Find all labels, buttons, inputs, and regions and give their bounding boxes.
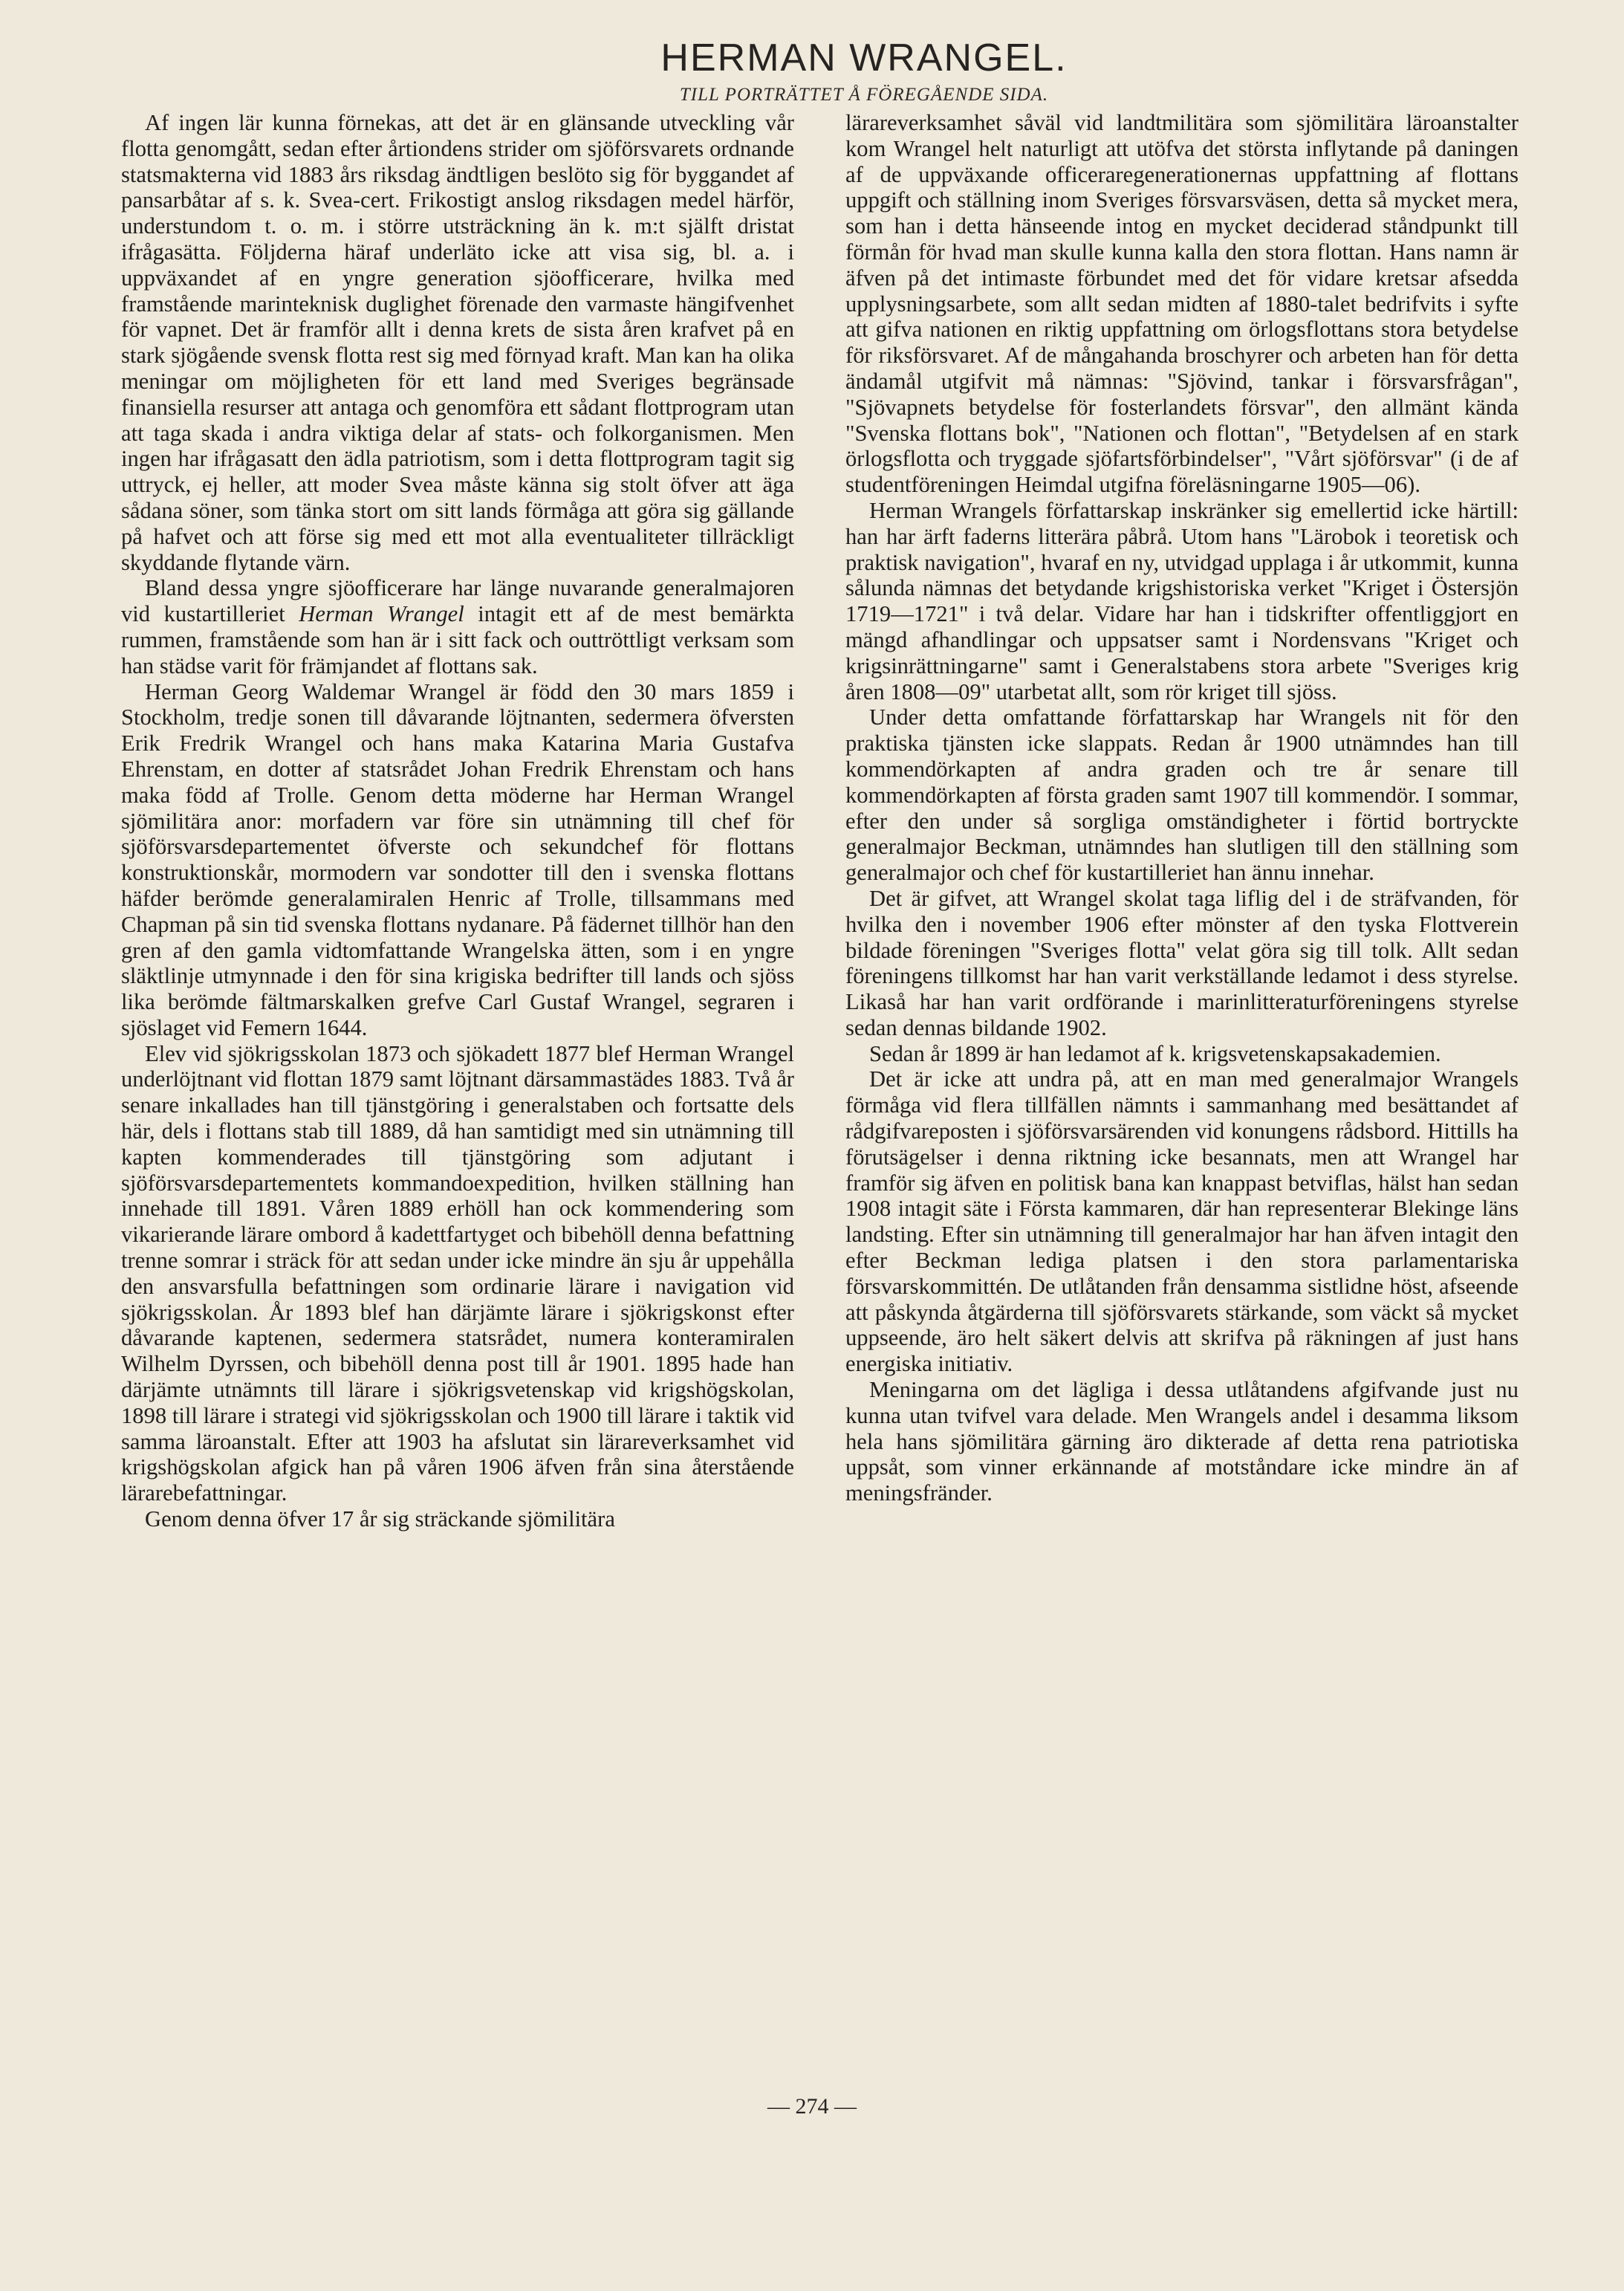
paragraph: Elev vid sjökrigsskolan 1873 och sjökadett 1877 blef Herman Wrangel underlöjtnant vid flottan 1879 samt löjtnant därsammastädes 1883. Två år senare inkallades han till tjänstgöring i generalstaben och fortsatte dels här, dels i flottans stab till 1889, då han samtidigt med sin utnämning till kapten kommenderades till tjänstgöring som adjutant i sjöförsvarsdepartementets kommandoexpedition, hvilken ställning han innehade till 1891. Våren 1889 erhöll han ock kommendering som vikarierande lärare ombord å kadettfartyget och bibehöll denna befattning trenne somrar i sträck för att sedan under icke mindre än sju år uppehålla den ansvarsfulla befattningen som ordinarie lärare i navigation vid sjökrigsskolan. År 1893 blef han därjämte lärare i sjökrigskonst efter dåvarande kaptenen, sedermera statsrådet, numera konteramiralen Wilhelm Dyrssen, och bibehöll denna post till år 1901. 1895 hade han därjämte utnämnts till lärare i sjökrigsvetenskap vid krigshögskolan, 1898 till lärare i strategi vid sjökrigsskolan och 1900 till lärare i taktik vid samma läroanstalt. Efter att 1903 ha afslutat sin lärareverksamhet vid krigshögskolan afgick han på våren 1906 äfven från sina återstående lärarebefattningar. (121, 1040, 794, 1506)
paragraph (121, 575, 794, 678)
right-column (845, 110, 1519, 1506)
article-subtitle: TILL PORTRÄTTET Å FÖREGÅENDE SIDA. (679, 85, 1049, 105)
paragraph: Det är icke att undra på, att en man med generalmajor Wrangels förmåga vid flera tillfällen nämnts i sammanhang med besättandet af rådgifvareposten i sjöförsvarsärenden vid konungens rådsbord. Hittills ha förutsägelser i denna riktning icke besannats, men att Wrangel har framför sig äfven en politisk bana kan knappast betviflas, hälst han sedan 1908 intagit säte i Första kammaren, där han representerar Blekinge läns landsting. Efter sin utnämning till generalmajor har han äfven intagit den efter Beckman lediga platsen i den stora parlamentariska försvarskommittén. De utlåtanden från densamma sistlidne höst, afseende att påskynda åtgärderna till sjöförsvarets stärkande, som väckt så mycket uppseende, äro helt säkert delvis att skrifva på räkningen af just hans energiska initiativ. (845, 1066, 1519, 1377)
paragraph: Det är gifvet, att Wrangel skolat taga liflig del i de sträfvanden, för hvilka den i november 1906 efter mönster af den tyska Flottverein bildade föreningen "Sveriges flotta" velat göra sig till tolk. Allt sedan föreningens tillkomst har han varit verkställande ledamot i dess styrelse. Likaså har han varit ordförande i marinlitteraturföreningens styrelse sedan dennas bildande 1902. (845, 885, 1519, 1040)
article-title: HERMAN WRANGEL. (660, 36, 1068, 80)
paragraph: Under detta omfattande författarskap har Wrangels nit för den praktiska tjänsten icke slappats. Redan år 1900 utnämndes han till kommendörkapten af andra graden och tre år senare till kommendörkapten af första graden samt 1907 till kommendör. I sommar, efter den under så sorgliga omständigheter i förtid bortryckte generalmajor Beckman, utnämndes han slutligen till den ställning som generalmajor och chef för kustartilleriet han ännu innehar. (845, 704, 1519, 886)
left-column (121, 110, 794, 1532)
paragraph: Af ingen lär kunna förnekas, att det är en glänsande utveckling vår flotta genomgått, sedan efter årtiondens strider om sjöförsvarets ordnande statsmakterna vid 1883 års riksdag ändtligen beslöto sig för byggandet af pansarbåtar af s. k. Svea-cert. Frikostigt anslog riksdagen medel härför, understundom t. o. m. i större utsträckning än k. m:t själft dristat ifrågasätta. Följderna häraf underläto icke att visa sig, bl. a. i uppväxandet af en yngre generation sjöofficerare, hvilka med framstående marinteknisk duglighet förenade den varmaste hängifvenhet för vapnet. Det är framför allt i denna krets de sista åren krafvet på en stark sjögående svensk flotta rest sig med förnyad kraft. Man kan ha olika meningar om möjligheten för ett land med Sveriges begränsade finansiella resurser att antaga och genomföra ett sådant flottprogram utan att taga skada i andra viktiga delar af stats- och folkorganismen. Men ingen har ifrågasatt den ädla patriotism, som i detta flottprogram tagit sig uttryck, ej heller, att moder Svea måste känna sig stolt öfver att äga sådana söner, som tänka stort om sitt lands förmåga att göra sig gällande på hafvet och att förse sig med ett mot alla eventualiteter tillräckligt skyddande flytande värn. (121, 110, 794, 575)
paragraph: lärareverksamhet såväl vid landtmilitära som sjömilitära läroanstalter kom Wrangel helt naturligt att utöfva det största inflytande på daningen af de uppväxande officeraregenerationernas uppfattning af flottans uppgift och ställning inom Sveriges försvarsväsen, detta så mycket mera, som han i detta hänseende intog en mycket deciderad ståndpunkt till förmån för hvad man skulle kunna kalla den stora flottan. Hans namn är äfven på det intimaste förbundet med det för vidare kretsar afsedda upplysningsarbete, som allt sedan midten af 1880-talet bedrifvits i syfte att gifva nationen en riktig uppfattning om örlogsflottans stora betydelse för riksförsvaret. Af de mångahanda broschyrer och arbeten han för detta ändamål utgifvit må nämnas: "Sjövind, tankar i försvarsfrågan", "Sjövapnets betydelse för fosterlandets försvar", den allmänt kända "Svenska flottans bok", "Nationen och flottan", "Betydelsen af en stark örlogsflotta och tryggade sjöfartsförbindelser", "Vårt sjöförsvar" (i de af studentföreningen Heimdal utgifna föreläsningarne 1905—06). (845, 110, 1519, 498)
page-number: — 274 — (767, 2094, 857, 2119)
paragraph: Herman Wrangels författarskap inskränker sig emellertid icke härtill: han har ärft faderns litterära påbrå. Utom hans "Lärobok i teoretisk och praktisk navigation", hvaraf en ny, utvidgad upplaga i år utkommit, kunna sålunda nämnas det betydande krigshistoriska verket "Kriget i Östersjön 1719—1721" i två delar. Vidare har han i tidskrifter offentliggjort en mängd afhandlingar och uppsatser samt i Nordensvans "Kriget och krigsinrättningarne" samt i Generalstabens stora arbete "Sveriges krig åren 1808—09" utarbetat allt, som rör kriget till sjöss. (845, 497, 1519, 704)
paragraph: Herman Georg Waldemar Wrangel är född den 30 mars 1859 i Stockholm, tredje sonen till dåvarande löjtnanten, sedermera öfversten Erik Fredrik Wrangel och hans maka Katarina Maria Gustafva Ehrenstam, en dotter af statsrådet Johan Fredrik Ehrenstam och hans maka född af Trolle. Genom detta möderne har Herman Wrangel sjömilitära anor: morfadern var före sin utnämning till chef för sjöförsvarsdepartementet öfverste och sekundchef för flottans konstruktionskår, mormodern var sondotter till den i svenska flottans häfder berömde generalamiralen Henric af Trolle, tillsammans med Chapman på sin tid svenska flottans nydanare. På fädernet tillhör han den gren af den gamla vidtomfattande Wrangelska ätten, som i en yngre släktlinje utmynnade i den för sina krigiska bedrifter till lands och sjöss lika berömde fältmarskalken grefve Carl Gustaf Wrangel, segraren i sjöslaget vid Femern 1644. (121, 678, 794, 1040)
paragraph-text: intagit ett af de mest bemärkta rummen, framstående som han är i sitt fack och outtröttligt verksam som han städse varit för främjandet af flottans sak. (121, 601, 794, 678)
subject-name: Herman Wrangel (299, 601, 464, 627)
paragraph: Genom denna öfver 17 år sig sträckande sjömilitära (145, 1506, 615, 1532)
paragraph: Sedan år 1899 är han ledamot af k. krigsvetenskapsakademien. (869, 1040, 1441, 1066)
paragraph-text: Bland dessa yngre sjöofficerare har länge nuvarande generalmajoren vid kustartilleriet (121, 575, 794, 627)
paragraph: Meningarna om det lägliga i dessa utlåtandens afgifvande just nu kunna utan tvifvel vara delade. Men Wrangels andel i desamma liksom hela hans sjömilitära gärning äro dikterade af detta rena patriotiska uppsåt, som vinner erkännande af motståndare icke mindre än af meningsfränder. (845, 1377, 1519, 1506)
